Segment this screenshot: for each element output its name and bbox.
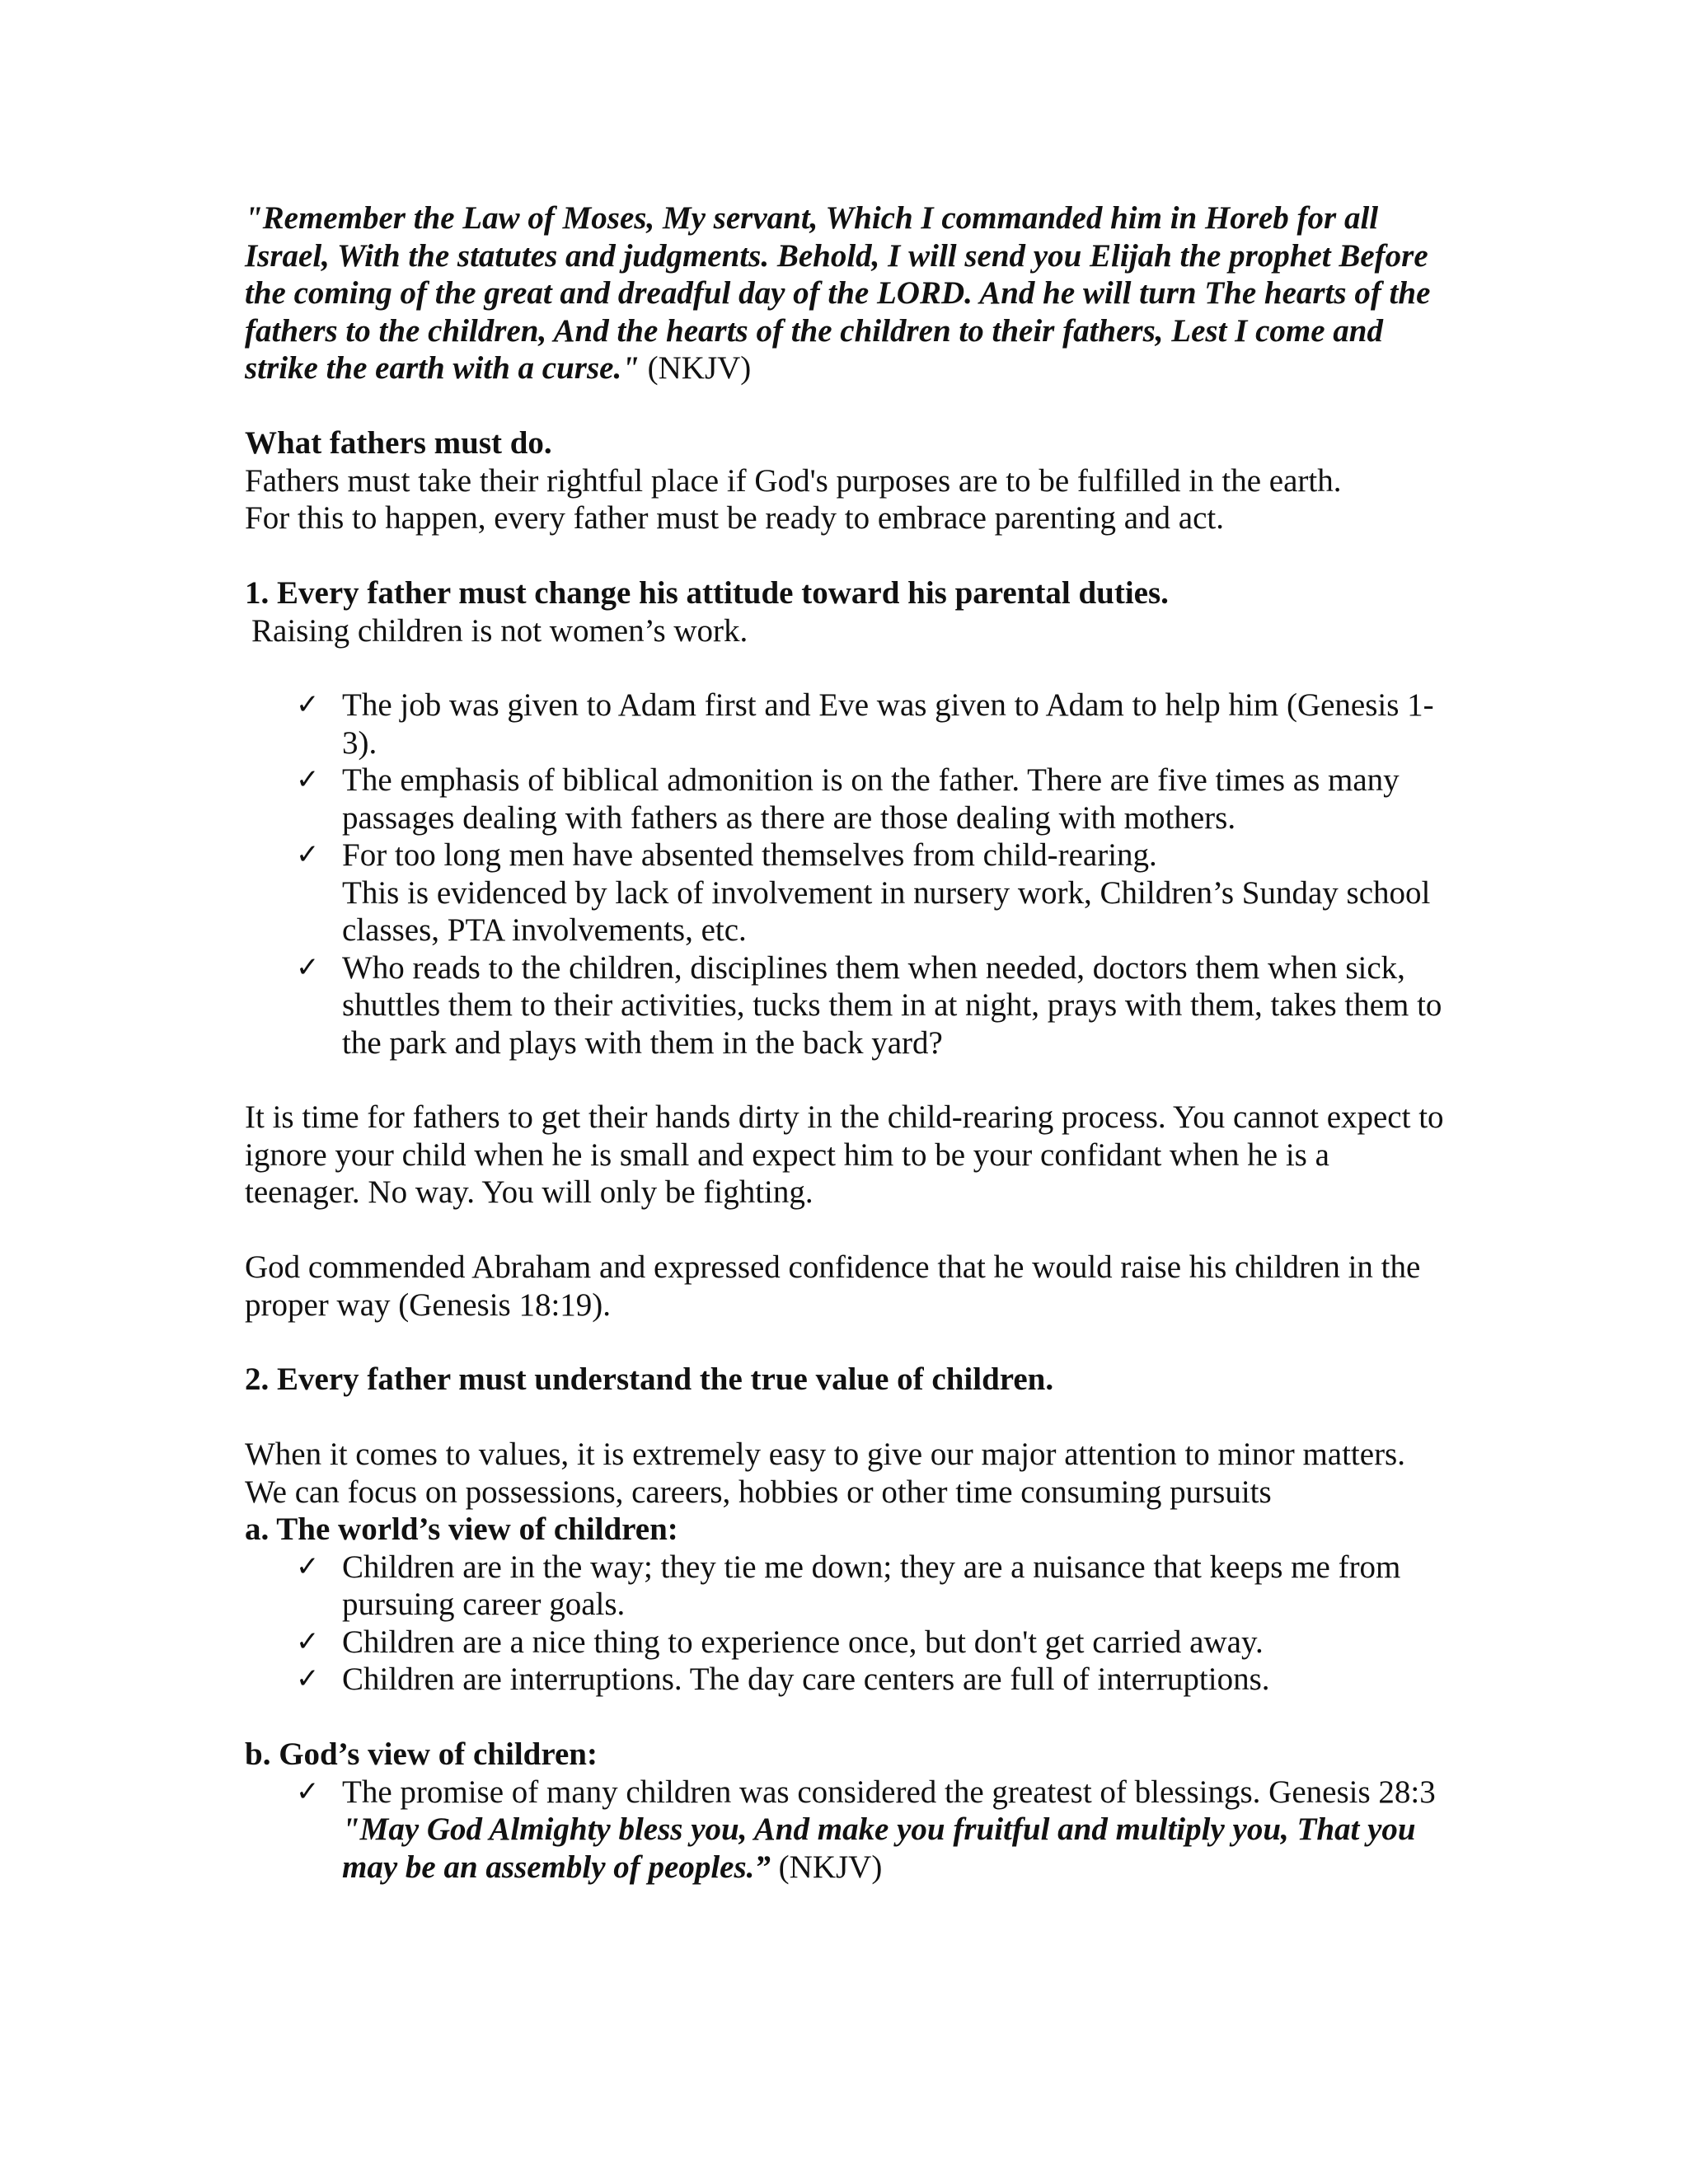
intro-quote <box>245 199 1448 387</box>
section-1-checklist <box>245 687 1448 1062</box>
bullet-text: Children are in the way; they tie me down; they are a nuisance that keeps me from pursuing career goals. <box>342 1549 1401 1622</box>
checkmark-icon: ✓ <box>296 1549 320 1583</box>
bullet-text: Children are interruptions. The day care centers are full of interruptions. <box>342 1661 1270 1697</box>
list-item <box>245 1549 1448 1624</box>
checkmark-icon: ✓ <box>296 1624 320 1658</box>
god-view-heading: b. God’s view of children: <box>245 1736 598 1772</box>
god-view-quote: "May God Almighty bless you, And make you fruitful and multiply you, That you may be an assembly of peoples.” <box>342 1811 1416 1885</box>
section-2-paragraph: When it comes to values, it is extremely easy to give our major attention to minor matters. We can focus on possessions, careers, hobbies or other time consuming pursuits <box>245 1436 1405 1510</box>
section-2-heading-block <box>245 1361 1448 1399</box>
checkmark-icon: ✓ <box>296 950 320 984</box>
list-item <box>245 762 1448 837</box>
section-1-heading: 1. Every father must change his attitude toward his parental duties. <box>245 575 1169 611</box>
checkmark-icon: ✓ <box>296 688 320 721</box>
list-item <box>245 949 1448 1062</box>
god-view-block <box>245 1736 1448 1886</box>
list-item <box>245 1624 1448 1661</box>
bullet-text: The emphasis of biblical admonition is on the father. There are five times as many passages dealing with fathers as there are those dealing with mothers. <box>342 762 1400 836</box>
god-view-checklist <box>245 1774 1448 1886</box>
intro-quote-text: "Remember the Law of Moses, My servant, Which I commanded him in Horeb for all Israel, With the statutes and judgments. Behold, I will send you Elijah the prophet Before the coming of the great and dreadful day of the LORD. And he will turn The hearts of the fathers to the children, And the hearts of the children to their fathers, Lest I come and strike the earth with a curse." <box>245 200 1431 386</box>
bullet-text-continued: This is evidenced by lack of involvement in nursery work, Children’s Sunday school classes, PTA involvements, etc. <box>342 874 1431 948</box>
list-item <box>245 687 1448 762</box>
checkmark-icon: ✓ <box>296 1774 320 1808</box>
section-2-heading: 2. Every father must understand the true value of children. <box>245 1361 1054 1397</box>
bullet-text: The job was given to Adam first and Eve was given to Adam to help him (Genesis 1-3). <box>342 687 1434 761</box>
section-1-paragraph-2: God commended Abraham and expressed confidence that he would raise his children in the proper way (Genesis 18:19). <box>245 1249 1421 1323</box>
checkmark-icon: ✓ <box>296 1662 320 1695</box>
list-item <box>245 1774 1448 1886</box>
section-1-subtext: Raising children is not women’s work. <box>251 612 748 649</box>
what-fathers-line-2: For this to happen, every father must be ready to embrace parenting and act. <box>245 500 1224 536</box>
bullet-text: The promise of many children was considered the greatest of blessings. Genesis 28:3 <box>342 1774 1436 1810</box>
checkmark-icon: ✓ <box>296 838 320 871</box>
bullet-text: Children are a nice thing to experience once, but don't get carried away. <box>342 1624 1264 1660</box>
what-fathers-line-1: Fathers must take their rightful place if God's purposes are to be fulfilled in the earth. <box>245 462 1342 499</box>
section-2-paragraph-block <box>245 1436 1448 1699</box>
what-fathers-section <box>245 424 1448 537</box>
bullet-text: Who reads to the children, disciplines them when needed, doctors them when sick, shuttles them to their activities, tucks them in at night, prays with them, takes them to the park and plays with them in the back yard? <box>342 949 1442 1061</box>
section-1-bullets <box>245 687 1448 1062</box>
checkmark-icon: ✓ <box>296 763 320 796</box>
section-1-paragraph-1: It is time for fathers to get their hands dirty in the child-rearing process. You cannot expect to ignore your child when he is small and expect him to be your confidant when he is a teenager. No way. You will only be fighting. <box>245 1099 1444 1210</box>
list-item <box>245 837 1448 949</box>
bullet-text: For too long men have absented themselves from child-rearing. <box>342 837 1157 873</box>
what-fathers-heading: What fathers must do. <box>245 425 552 461</box>
section-1-paragraph-1-block <box>245 1099 1448 1212</box>
world-view-checklist <box>245 1549 1448 1699</box>
section-1-heading-block <box>245 574 1448 649</box>
intro-quote-version: (NKJV) <box>639 350 752 386</box>
list-item <box>245 1661 1448 1699</box>
section-1-paragraph-2-block <box>245 1249 1448 1324</box>
god-view-quote-version: (NKJV) <box>770 1849 883 1885</box>
world-view-heading: a. The world’s view of children: <box>245 1511 678 1547</box>
